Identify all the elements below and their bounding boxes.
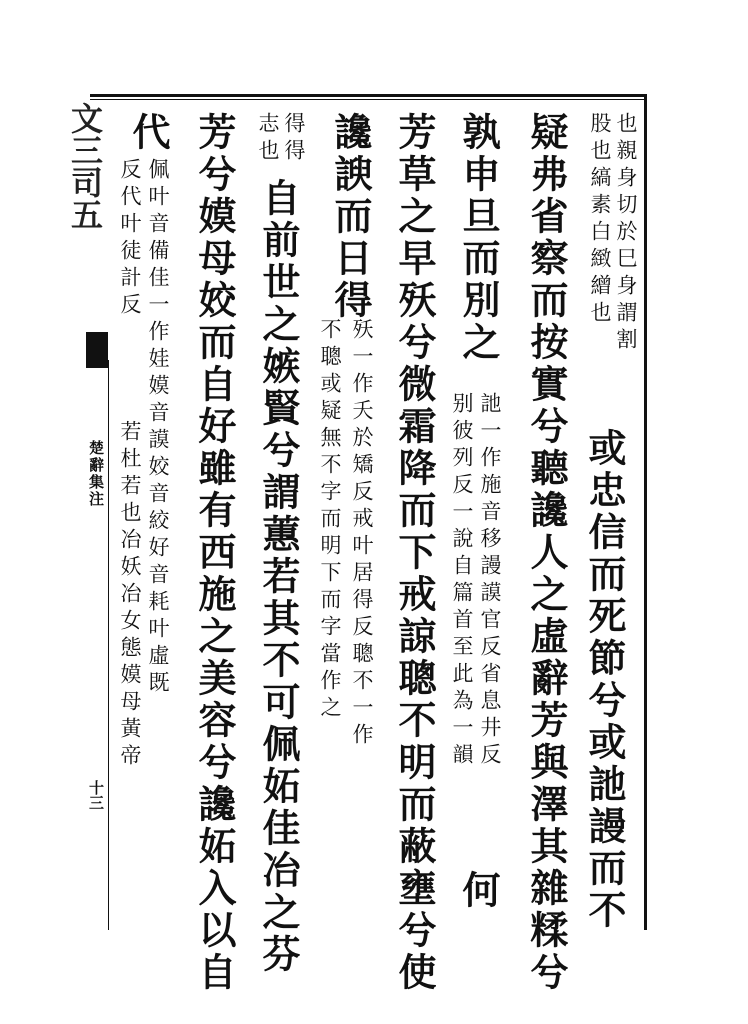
column-5-note-a: 殀一作夭於矯反戒叶居得反聰不一作: [350, 318, 374, 750]
column-8-note-a: 佩叶音備佳一作娃嫫音謨姣音絞好音耗叶虛既: [146, 158, 170, 698]
column-4-main: 芳草之早殀兮微霜降而下戒諒聰不明而蔽壅兮使: [392, 112, 437, 994]
top-border-rule: [90, 94, 646, 97]
column-8-note-b: 反代叶徒計反: [118, 158, 142, 320]
column-1-line-b: 股也縞素白緻繒也: [588, 112, 612, 328]
column-5-main: 讒諛而日得: [328, 112, 373, 322]
column-8-note-c: 若杜若也冶妖冶女態嫫母黃帝: [118, 420, 142, 771]
column-3-note-b: 别彼列反一說自篇首至此為一韻: [450, 392, 474, 770]
left-margin-rule: [108, 360, 109, 930]
column-7-main: 芳兮嫫母姣而自好雖有西施之美容兮讒妬入以自: [192, 112, 237, 994]
column-6-main: 自前世之嫉賢兮謂蕙若其不可佩妬佳冶之芬: [256, 178, 301, 976]
column-6-lead-a: 得得: [282, 112, 306, 166]
column-5-note-b: 不聰或疑無不字而明下而字當作之: [318, 318, 342, 723]
column-8-main: 代: [126, 112, 171, 154]
column-1-line-a: 也親身切於巳身謂割: [614, 112, 638, 355]
right-border-rule: [644, 94, 647, 930]
column-2-main: 疑弗省察而按實兮聽讒人之虛辭芳與澤其雜糅兮: [524, 112, 569, 994]
column-2-lead: 或忠信而死節兮或訑謾而不: [582, 428, 627, 932]
fishtail-mark: [86, 332, 108, 368]
column-6-lead-b: 志也: [256, 112, 280, 166]
column-3-main: 孰申旦而別之: [456, 112, 501, 364]
column-3-tail: 何: [456, 870, 501, 912]
binding-edge-text: 文三司五: [66, 102, 104, 230]
column-3-note-a: 訑一作施音移謾謨官反省息井反: [478, 392, 502, 770]
margin-page-number: 十三: [87, 780, 105, 810]
margin-book-title: 楚辭集注: [87, 440, 105, 508]
top-border-rule-inner: [90, 99, 646, 100]
